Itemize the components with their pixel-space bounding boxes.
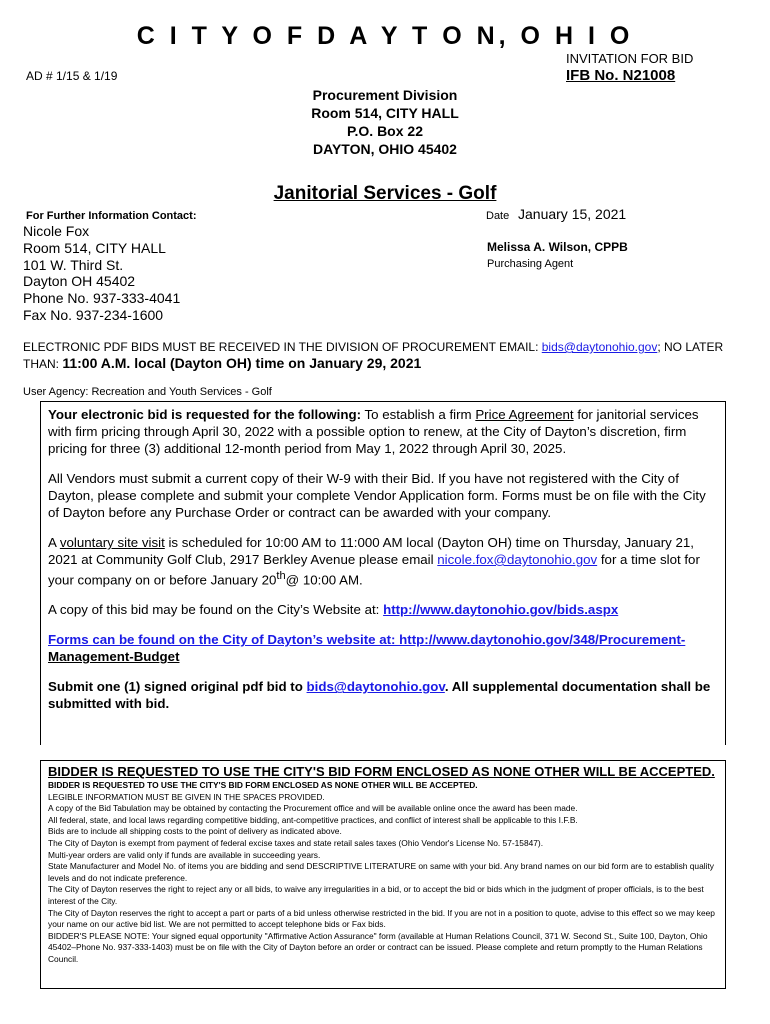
terms-line: BIDDER IS REQUESTED TO USE THE CITY'S BID FORM ENCLOSED AS NONE OTHER WILL BE ACCEPTED. (48, 780, 478, 790)
contact-line: Room 514, CITY HALL (23, 239, 166, 256)
procurement-line: Room 514, CITY HALL (311, 105, 459, 121)
bidder-terms-list (41, 780, 725, 966)
city-title: C I T Y O F D A Y T O N, O H I O (136, 22, 634, 50)
contact-block (23, 223, 180, 324)
intro-paragraph: Your electronic bid is requested for the following: To establish a firm Price Agreement for janitorial services with firm pricing through April 30, 2022 with a possible option to renew, at the City of Dayton’s discretion, firm pricing for three (3) additional 12-month period from May 1, 2022 through April 30, 2025. (48, 407, 699, 456)
nicole-email-link[interactable]: nicole.fox@daytonohio.gov (437, 552, 598, 567)
bidder-terms-box (40, 760, 726, 989)
terms-line: BIDDER'S PLEASE NOTE: Your signed equal opportunity "Affirmative Action Assurance" form (available at Human Relations Council, 371 W. Second St., Suite 100, Dayton, Ohio 45402–Phone No. 937-333-1403) must be on file with the City of Dayton before an order or contract can be issued. Please complete and return promptly to the Human Relations Council. (48, 930, 708, 964)
terms-line: LEGIBLE INFORMATION MUST BE GIVEN IN THE SPACES PROVIDED. (48, 791, 325, 802)
contact-line: 101 W. Third St. (23, 256, 124, 273)
bid-request-box (40, 401, 726, 745)
site-visit-label: voluntary site visit (59, 535, 165, 550)
site-visit-paragraph: A voluntary site visit is scheduled for 10:00 AM to 11:000 AM local (Dayton OH) time on Thursday, January 21, 2021 at Community Golf Club, 2917 Berkley Avenue please email nicole.fox@daytonohio.gov for a time slot for your company on or before January 20th@ 10:00 AM. (48, 535, 700, 588)
submission-notice (23, 339, 743, 372)
price-agreement-link: Price Agreement (475, 407, 574, 422)
invitation-label: INVITATION FOR BID (566, 51, 694, 66)
terms-line: The City of Dayton reserves the right to accept a part or parts of a bid unless otherwise restricted in the bid. If you are not in a position to quote, advise to this effect so we may keep your name on our active bid list. We are not permitted to accept telephone bids or Fax bids. (48, 907, 715, 930)
bidder-terms-header: BIDDER IS REQUESTED TO USE THE CITY'S BID FORM ENCLOSED AS NONE OTHER WILL BE ACCEPTED. (48, 764, 715, 779)
copy-paragraph: A copy of this bid may be found on the City’s Website at: http://www.daytonohio.gov/bids.aspx (48, 602, 619, 618)
procurement-line: P.O. Box 22 (346, 123, 423, 139)
w9-paragraph: All Vendors must submit a current copy of their W-9 with their Bid. If you have not registered with the City of Dayton, please complete and submit your complete Vendor Application form. Forms must be on file with the City of Dayton before any Purchase Order or contract can be awarded with your company. (48, 471, 706, 520)
intro-bold: Your electronic bid is requested for the following: (48, 407, 361, 422)
terms-line: The City of Dayton is exempt from payment of federal excise taxes and state retail sales taxes (Ohio Vendor's License No. 57-15847). (48, 837, 544, 848)
forms-link[interactable]: Forms can be found on the City of Dayton’s website at: http://www.daytonohio.gov/348/Procurement- (48, 632, 686, 648)
procurement-line: Procurement Division (312, 87, 458, 103)
contact-line: Fax No. 937-234-1600 (23, 306, 164, 323)
ifb-number: IFB No. N21008 (566, 67, 676, 84)
contact-heading: For Further Information Contact: (26, 210, 197, 222)
agent-name: Melissa A. Wilson, CPPB (487, 240, 628, 254)
bids-website-link[interactable]: http://www.daytonohio.gov/bids.aspx (383, 602, 619, 618)
contact-line: Nicole Fox (23, 223, 90, 239)
terms-line: The City of Dayton reserves the right to reject any or all bids, to waive any irregularities in a bid, or to accept the bid or bids which in the judgment of proper officials, is to the best interest of the City. (48, 884, 704, 906)
user-agency: User Agency: Recreation and Youth Services - Golf (23, 386, 272, 398)
forms-paragraph (48, 631, 718, 665)
terms-line: Bids are to include all shipping costs to the point of delivery as indicated above. (48, 826, 342, 837)
forms-link-continued: Management-Budget (48, 649, 180, 665)
date-value: January 15, 2021 (518, 206, 627, 222)
procurement-address (0, 86, 770, 158)
terms-line: A copy of the Bid Tabulation may be obtained by contacting the Procurement office and will be available online once the award has been made. (48, 803, 578, 814)
ad-number: AD # 1/15 & 1/19 (26, 69, 118, 83)
notice-text: ELECTRONIC PDF BIDS MUST BE RECEIVED IN THE DIVISION OF PROCUREMENT EMAIL: (23, 340, 542, 354)
date-label: Date (486, 210, 510, 222)
submit-paragraph: Submit one (1) signed original pdf bid to bids@daytonohio.gov. All supplemental documentation shall be submitted with bid. (48, 679, 711, 712)
terms-line: State Manufacturer and Model No. of items you are bidding and send DESCRIPTIVE LITERATURE on same with your bid. Any brand names on our bid form are to establish quality levels and do not indicate preference. (48, 861, 714, 883)
terms-line: All federal, state, and local laws regarding competitive bidding, ant-competitive practices, and conflict of interest shall be applicable to this I.F.B. (48, 814, 578, 825)
notice-text: ; NO LATER THAN: (23, 340, 724, 371)
deadline: 11:00 A.M. local (Dayton OH) time on January 29, 2021 (62, 355, 422, 371)
contact-line: Dayton OH 45402 (23, 273, 136, 290)
bid-title: Janitorial Services - Golf (273, 183, 497, 204)
submit-email-link[interactable]: bids@daytonohio.gov (306, 679, 445, 695)
bids-email-link[interactable]: bids@daytonohio.gov (541, 340, 658, 354)
procurement-line: DAYTON, OHIO 45402 (313, 141, 457, 157)
contact-line: Phone No. 937-333-4041 (23, 290, 181, 307)
agent-title: Purchasing Agent (487, 258, 574, 270)
terms-line: Multi-year orders are valid only if funds are available in succeeding years. (48, 849, 321, 860)
